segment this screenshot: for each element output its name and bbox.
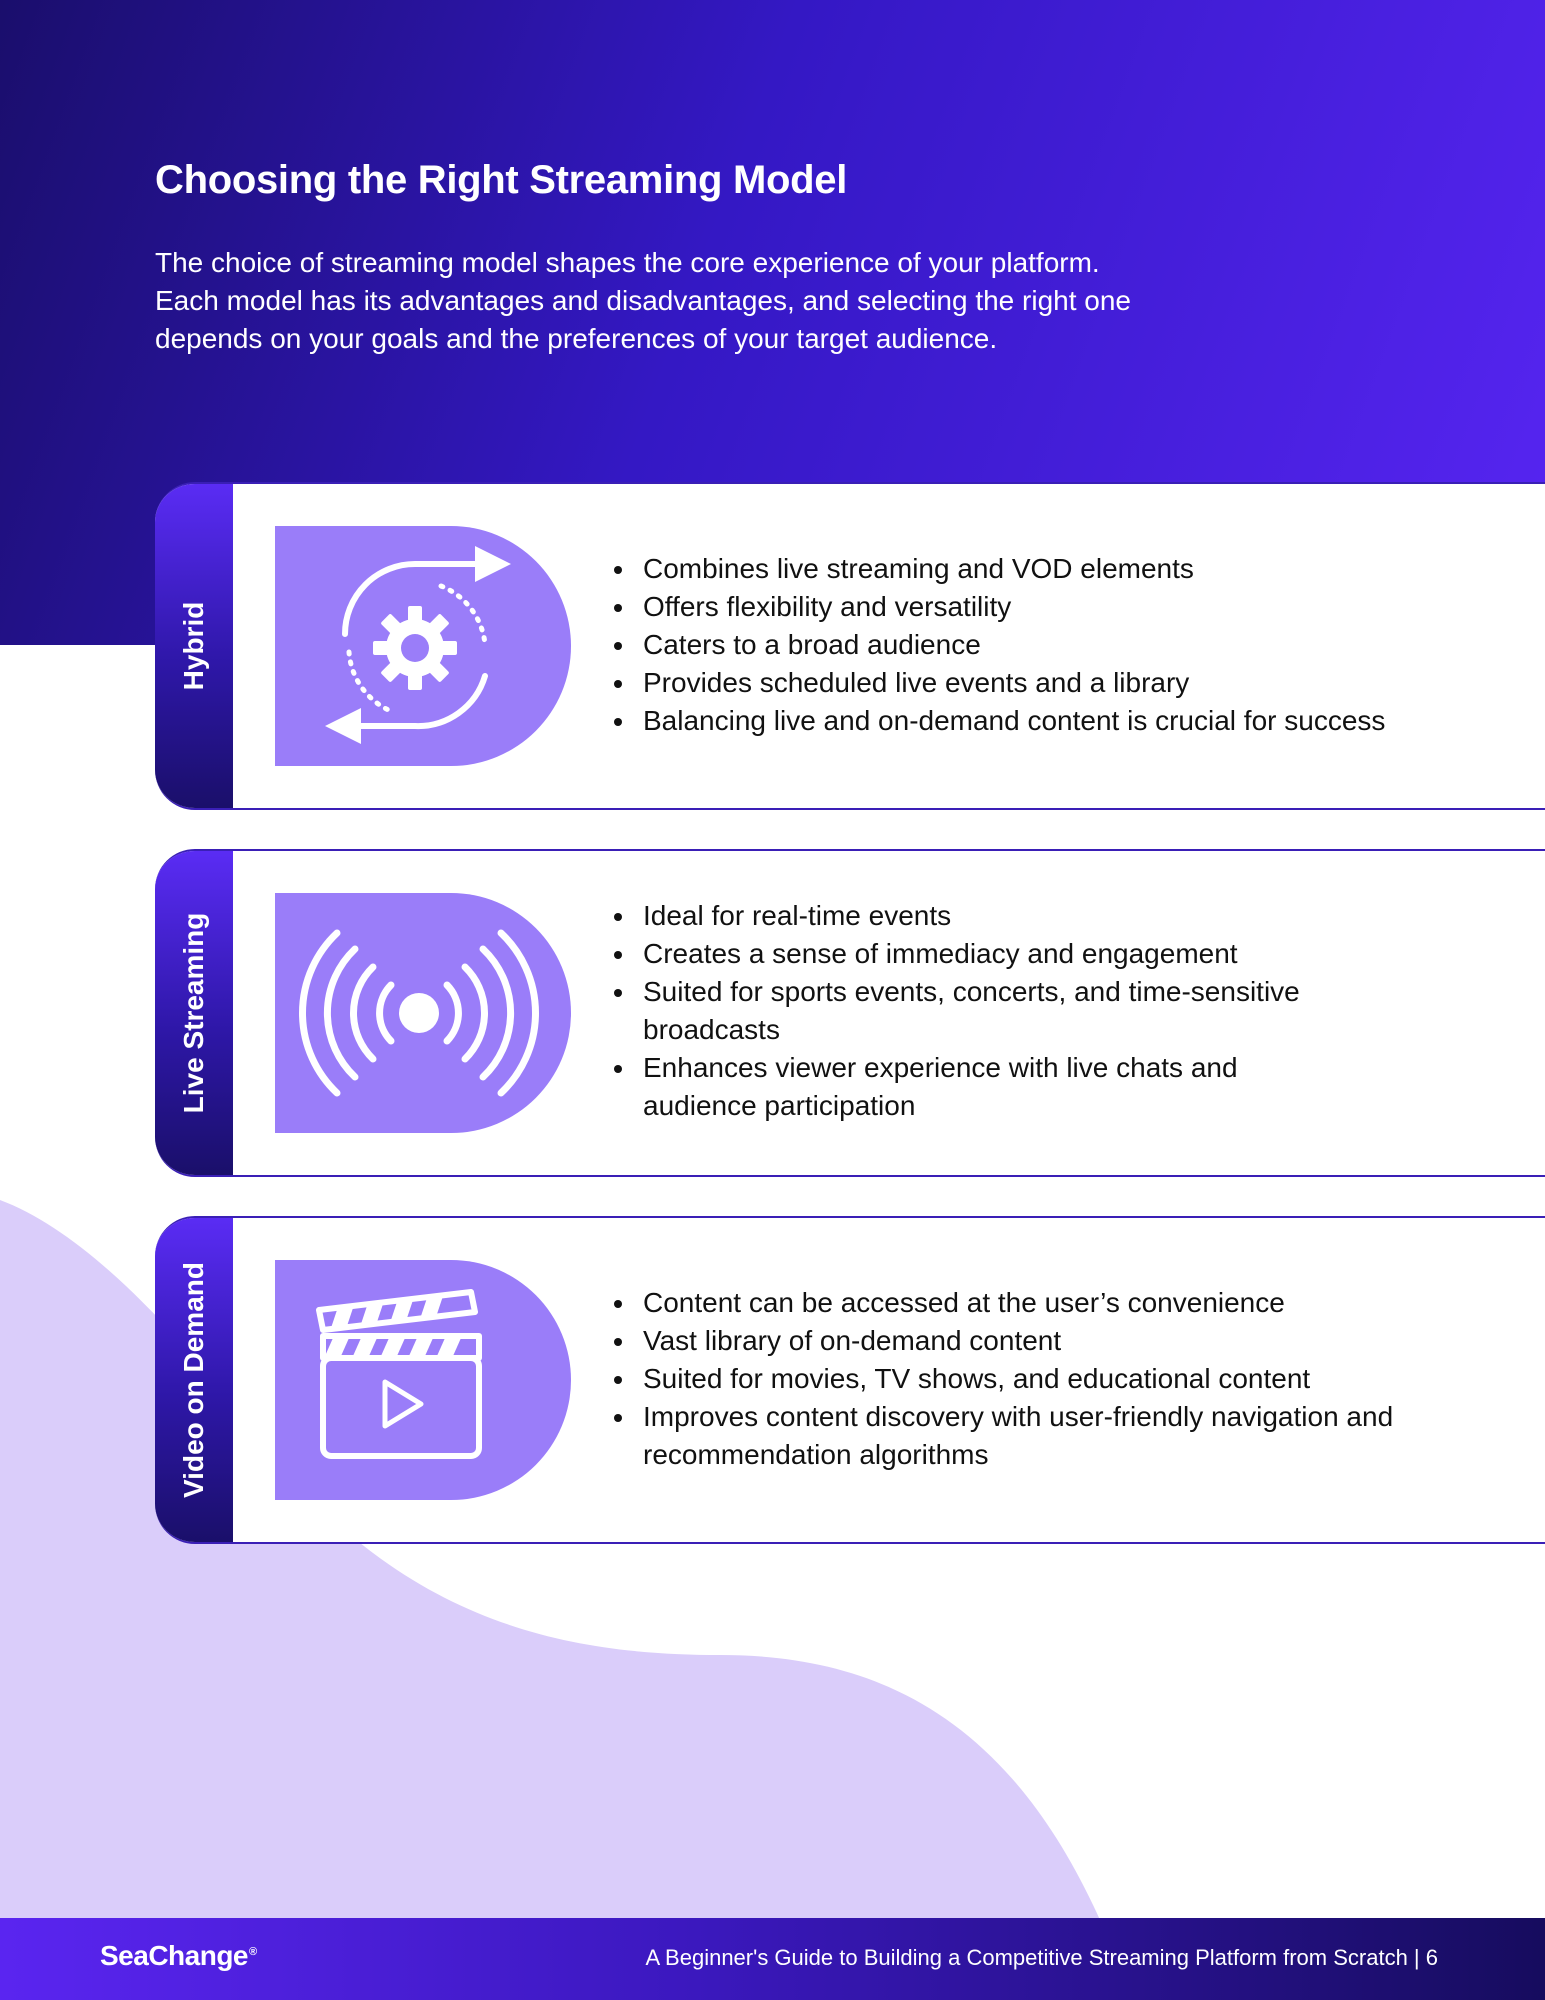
seachange-logo [100, 1940, 257, 1972]
list-item: • Balancing live and on-demand content is crucial for success [637, 702, 1537, 740]
feature-list [610, 897, 1357, 1125]
hybrid-cycle-gear-icon [275, 526, 571, 766]
broadcast-signal-icon [275, 893, 571, 1133]
model-tab [155, 1218, 233, 1542]
list-item: • Offers flexibility and versatility [637, 588, 1537, 626]
model-label: Video on Demand [178, 1262, 209, 1498]
list-item: • Enhances viewer experience with live chats and audience participation [637, 1049, 1357, 1125]
list-item: • Suited for movies, TV shows, and educational content [637, 1360, 1397, 1398]
footer-title-page-number: A Beginner's Guide to Building a Competitive Streaming Platform from Scratch | 6 [645, 1945, 1438, 1970]
list-item: • Combines live streaming and VOD elements [637, 550, 1537, 588]
model-label: Live Streaming [178, 912, 209, 1114]
model-tab [155, 484, 233, 808]
vod-icon-tile [275, 1260, 571, 1500]
model-label: Hybrid [178, 601, 209, 691]
list-item: • Improves content discovery with user-friendly navigation and recommendation algorithms [637, 1398, 1397, 1474]
model-card-hybrid [155, 482, 1545, 810]
clapperboard-play-icon [275, 1260, 571, 1500]
list-item: • Content can be accessed at the user’s convenience [637, 1284, 1397, 1322]
live-streaming-icon-tile [275, 893, 571, 1133]
intro-line: depends on your goals and the preferences of your target audience. [155, 323, 998, 354]
registered-mark: ® [249, 1945, 257, 1958]
hybrid-icon-tile [275, 526, 571, 766]
logo-text: SeaChange [100, 1940, 248, 1971]
list-item: • Creates a sense of immediacy and engagement [637, 935, 1357, 973]
list-item: • Vast library of on-demand content [637, 1322, 1397, 1360]
intro-paragraph [155, 244, 1305, 358]
page-title: Choosing the Right Streaming Model [155, 158, 848, 202]
list-item: • Caters to a broad audience [637, 626, 1537, 664]
model-card-live-streaming [155, 849, 1545, 1177]
page-footer [0, 1918, 1545, 2000]
list-item: • Provides scheduled live events and a library [637, 664, 1537, 702]
list-item: • Ideal for real-time events [637, 897, 1357, 935]
feature-list [610, 1284, 1397, 1474]
model-card-video-on-demand [155, 1216, 1545, 1544]
intro-line: Each model has its advantages and disadvantages, and selecting the right one [155, 285, 1131, 316]
list-item: • Suited for sports events, concerts, and time-sensitive broadcasts [637, 973, 1357, 1049]
model-tab [155, 851, 233, 1175]
feature-list [610, 550, 1537, 740]
intro-line: The choice of streaming model shapes the core experience of your platform. [155, 247, 1100, 278]
